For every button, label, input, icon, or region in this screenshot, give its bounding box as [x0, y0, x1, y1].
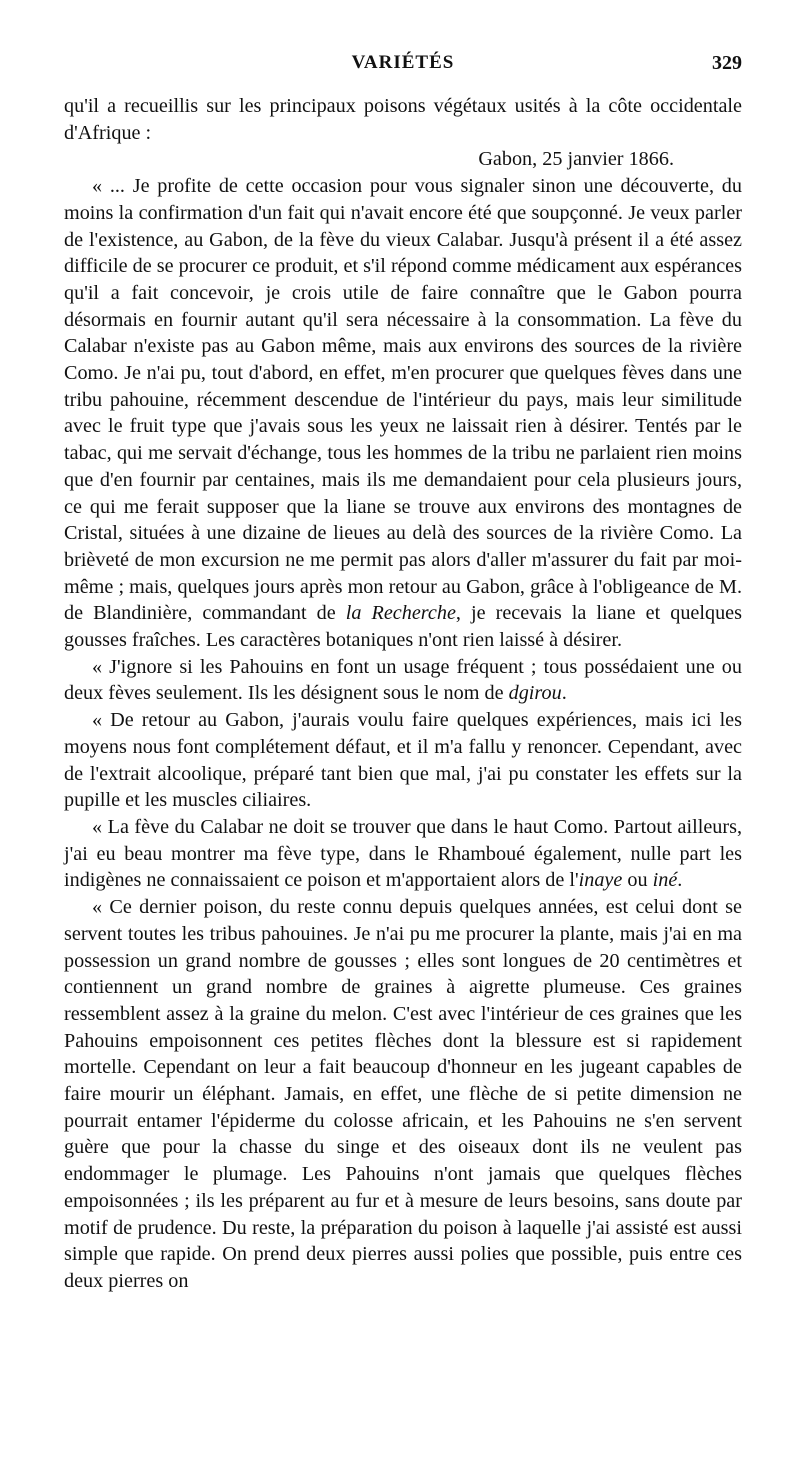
paragraph-text-end: .: [561, 682, 567, 705]
paragraph-text-continued: , je recevais la liane et quelques gousses fraîches. Les caractères botaniques n'ont rien laissé à désirer.: [64, 602, 742, 652]
paragraph-text: « J'ignore si les Pahouins en font un usage fréquent ; tous possédaient une ou deux fèves seulement. Ils les désignent sous le nom de: [64, 655, 742, 705]
paragraph-experiments: « De retour au Gabon, j'aurais voulu faire quelques expériences, mais ici les moyens nous font complétement défaut, et il m'a fallu y renoncer. Cependant, avec de l'extrait alcoolique, préparé tant bien que mal, j'ai pu constater les effets sur la pupille et les muscles ciliaires.: [64, 709, 742, 812]
paragraph-intro: qu'il a recueillis sur les principaux poisons végétaux usités à la côte occidentale d'Afrique :: [64, 95, 742, 144]
page-header: [64, 52, 742, 82]
page-number: 329: [712, 52, 742, 74]
paragraph-text: « La fève du Calabar ne doit se trouver que dans le haut Como. Partout ailleurs, j'ai eu beau montrer ma fève type, dans le Rhamboué également, nulle part les indigènes ne connaissaient ce poison et m'apportaient alors de l': [64, 815, 742, 892]
paragraph-text: « ... Je profite de cette occasion pour vous signaler sinon une découverte, du moins la confirmation d'un fait qui n'avait encore été que soupçonné. Je veux parler de l'existence, au Gabon, de la fève du vieux Calabar. Jusqu'à présent il a été assez difficile de se procurer ce produit, et s'il répond comme médicament aux espérances qu'il a fait concevoir, je crois utile de faire connaître que le Gabon pourra désormais en fournir autant qu'il sera nécessaire à la consommation. La fève du Calabar n'existe pas au Gabon même, mais aux environs des sources de la rivière Como. Je n'ai pu, tout d'abord, en effet, m'en procurer que quelques fèves dans une tribu pahouine, récemment descendue de l'intérieur du pays, mais leur similitude avec le fruit type que j'avais sous les yeux ne laissait rien à désirer. Tentés par le tabac, qui me servait d'échange, tous les hommes de la tribu ne parlaient rien moins que d'en fournir par centaines, mais ils me demandaient pour cela plusieurs jours, ce qui me ferait supposer que la liane se trouve aux environs des montagnes de Cristal, situées à une dizaine de lieues au delà des sources de la rivière Como. La brièveté de mon excursion ne me permit pas alors d'aller m'assurer du fait par moi-même ; mais, quelques jours après mon retour au Gabon, grâce à l'obligeance de M. de Blandinière, commandant de: [64, 175, 742, 625]
paragraph-location: [64, 814, 742, 894]
body-text: [64, 93, 742, 1295]
conjunction: ou: [622, 869, 653, 892]
paragraph-usage: [64, 654, 742, 707]
paragraph-text-end: .: [677, 869, 683, 892]
paragraph-arrow-poison: « Ce dernier poison, du reste connu depuis quelques années, est celui dont se servent toutes les tribus pahouines. Je n'ai pu me procurer la plante, mais j'ai en ma possession un grand nombre de gousses ; elles sont longues de 20 centimètres et contiennent un grand nombre de graines à aigrette plumeuse. Ces graines ressemblent assez à la graine du melon. C'est avec l'intérieur de ces graines que les Pahouins empoisonnent ces petites flèches dont la blessure est si rapidement mortelle. Cependant on leur a fait beaucoup d'honneur en les jugeant capables de faire mourir un éléphant. Jamais, en effet, une flèche de si petite dimension ne pourrait entamer l'épiderme du colosse africain, et les Pahouins ne s'en servent guère que pour la chasse du singe et des oiseaux dont ils ne veulent pas endommager le plumage. Les Pahouins n'ont jamais que quelques flèches empoisonnées ; ils les préparent au fur et à mesure de leurs besoins, sans doute par motif de prudence. Du reste, la préparation du poison à laquelle j'ai assisté est aussi simple que rapide. On prend deux pierres aussi polies que possible, puis entre ces deux pierres on: [64, 896, 742, 1292]
local-name: dgirou: [508, 682, 562, 705]
running-title: VARIÉTÉS: [351, 52, 455, 73]
poison-name-ine: iné: [652, 869, 678, 892]
poison-name-inaye: inaye: [578, 869, 623, 892]
paragraph-calabar-bean: [64, 173, 742, 654]
ship-name: la Recherche: [345, 602, 456, 625]
letter-dateline: Gabon, 25 janvier 1866.: [478, 148, 674, 171]
